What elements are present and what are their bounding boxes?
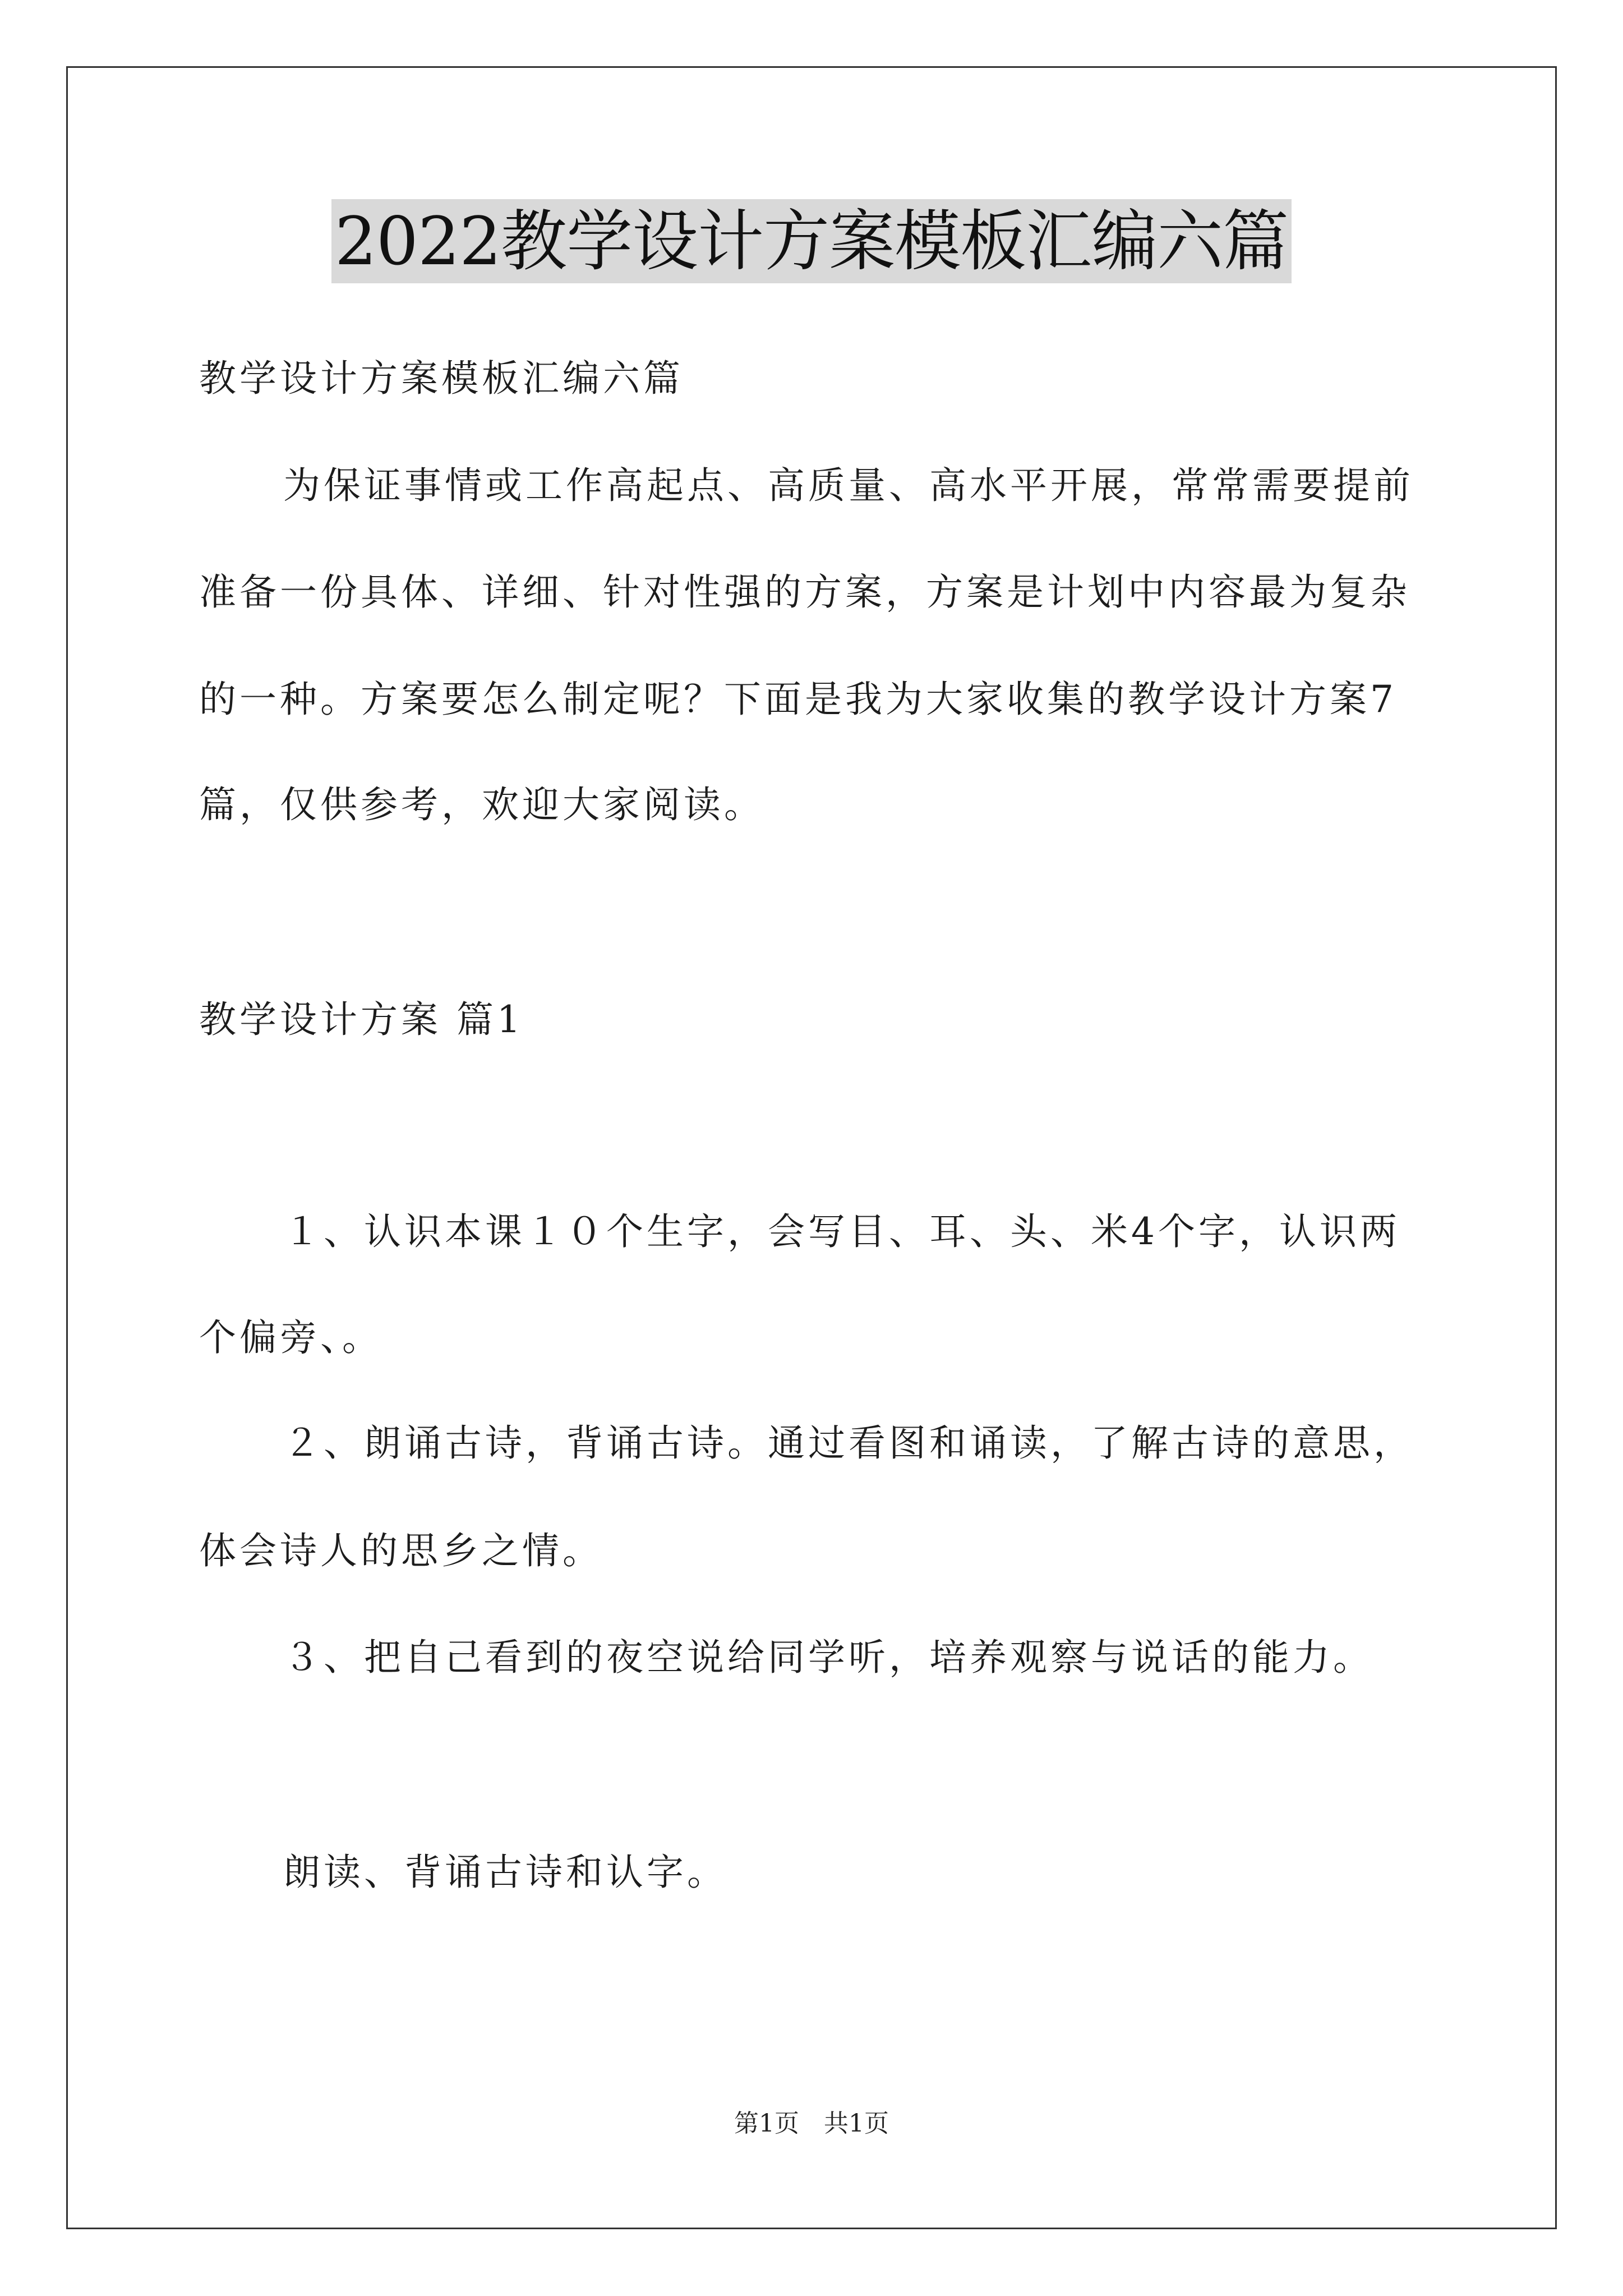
intro-line-4: 篇，仅供参考，欢迎大家阅读。 [199,783,764,826]
document-subtitle: 教学设计方案模板汇编六篇 [199,357,684,400]
title-container [0,199,1623,283]
intro-line-1: 为保证事情或工作高起点、高质量、高水平开展，常常需要提前 [283,464,1414,507]
objective-3-line: ３、把自己看到的夜空说给同学听，培养观察与说话的能力。 [283,1636,1373,1679]
intro-line-3: 的一种。方案要怎么制定呢？下面是我为大家收集的教学设计方案7 [199,678,1397,721]
key-point-line: 朗读、背诵古诗和认字。 [283,1851,727,1894]
document-title: 2022教学设计方案模板汇编六篇 [331,199,1292,283]
objective-2-line-1: ２、朗诵古诗，背诵古诗。通过看图和诵读，了解古诗的意思， [283,1421,1414,1465]
objective-2-line-2: 体会诗人的思乡之情。 [199,1529,603,1572]
section-heading: 教学设计方案 篇1 [199,998,524,1041]
objective-1-line-2: 个偏旁、。 [199,1316,382,1359]
page-footer: 第1页 共1页 [734,2109,889,2138]
objective-1-line-1: １、认识本课１０个生字，会写目、耳、头、米4个字，认识两 [283,1210,1400,1253]
intro-line-2: 准备一份具体、详细、针对性强的方案，方案是计划中内容最为复杂 [199,570,1410,614]
